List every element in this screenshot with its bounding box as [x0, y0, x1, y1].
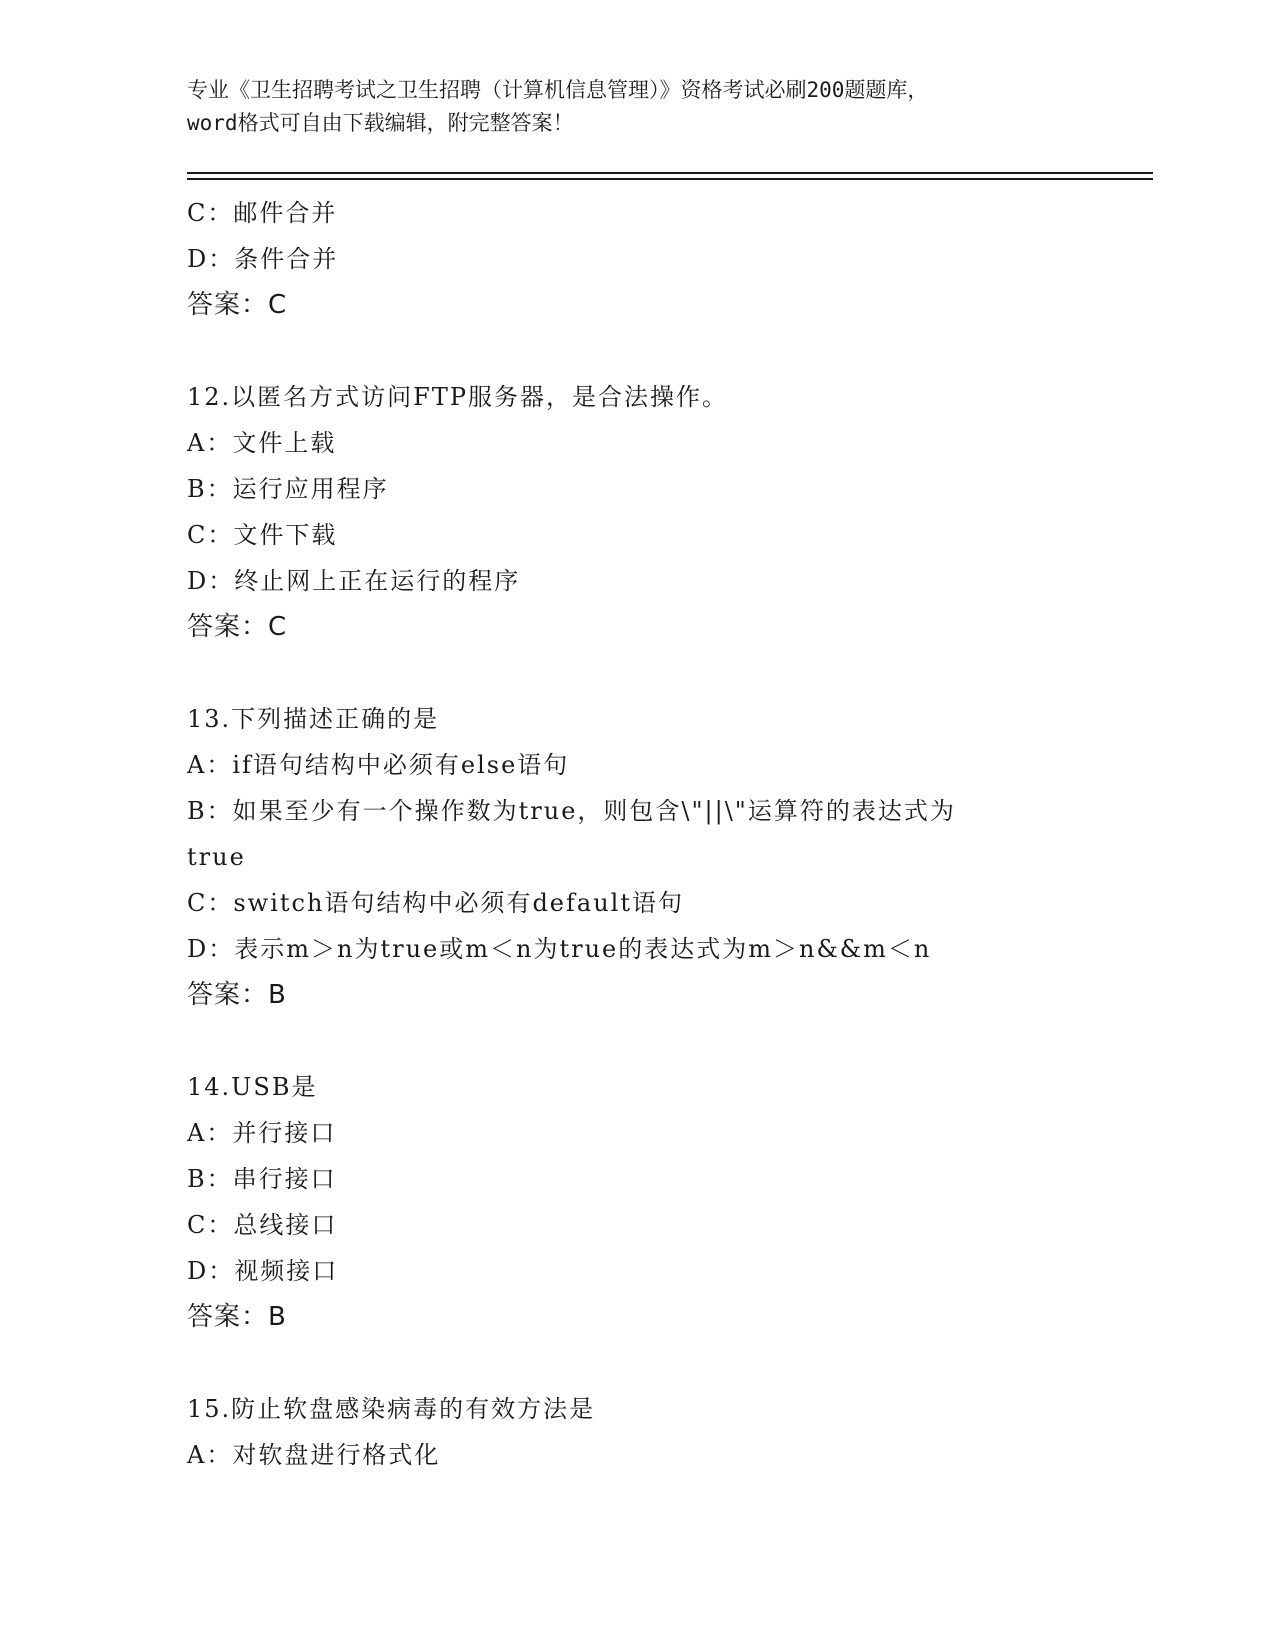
option-line: C：总线接口	[187, 1211, 338, 1239]
option-line-continuation: true	[187, 843, 246, 871]
answer-line: 答案：C	[187, 612, 288, 642]
question-fragment	[187, 190, 1153, 328]
option-line: C：邮件合并	[187, 199, 338, 227]
question-13	[187, 696, 1153, 1018]
answer-line: 答案：B	[187, 980, 287, 1010]
option-line: B：串行接口	[187, 1165, 337, 1193]
option-line: D：表示m＞n为true或m＜n为true的表达式为m＞n&&m＜n	[187, 935, 932, 963]
question-stem: 13.下列描述正确的是	[187, 705, 440, 733]
question-12	[187, 374, 1153, 650]
question-stem: 12.以匿名方式访问FTP服务器，是合法操作。	[187, 383, 728, 411]
question-stem: 15.防止软盘感染病毒的有效方法是	[187, 1395, 596, 1423]
question-content	[187, 190, 1153, 1478]
option-line: B：如果至少有一个操作数为true，则包含\"||\"运算符的表达式为	[187, 797, 956, 825]
answer-line: 答案：B	[187, 1302, 287, 1332]
header-line-1: 专业《卫生招聘考试之卫生招聘（计算机信息管理）》资格考试必刷200题题库，	[187, 78, 929, 102]
option-line: A：并行接口	[187, 1119, 337, 1147]
option-line: A：if语句结构中必须有else语句	[187, 751, 570, 779]
option-line: C：switch语句结构中必须有default语句	[187, 889, 684, 917]
option-line: D：终止网上正在运行的程序	[187, 567, 521, 595]
header-divider-top	[187, 172, 1153, 174]
option-line: A：对软盘进行格式化	[187, 1441, 441, 1469]
header-divider-bottom	[187, 178, 1153, 180]
answer-line: 答案：C	[187, 290, 288, 320]
option-line: B：运行应用程序	[187, 475, 389, 503]
document-header	[187, 74, 1107, 140]
question-14	[187, 1064, 1153, 1340]
header-line-2: word格式可自由下载编辑，附完整答案！	[187, 111, 574, 135]
question-15	[187, 1386, 1153, 1478]
option-line: A：文件上载	[187, 429, 337, 457]
option-line: D：视频接口	[187, 1257, 339, 1285]
option-line: C：文件下载	[187, 521, 338, 549]
option-line: D：条件合并	[187, 245, 339, 273]
question-stem: 14.USB是	[187, 1073, 318, 1101]
